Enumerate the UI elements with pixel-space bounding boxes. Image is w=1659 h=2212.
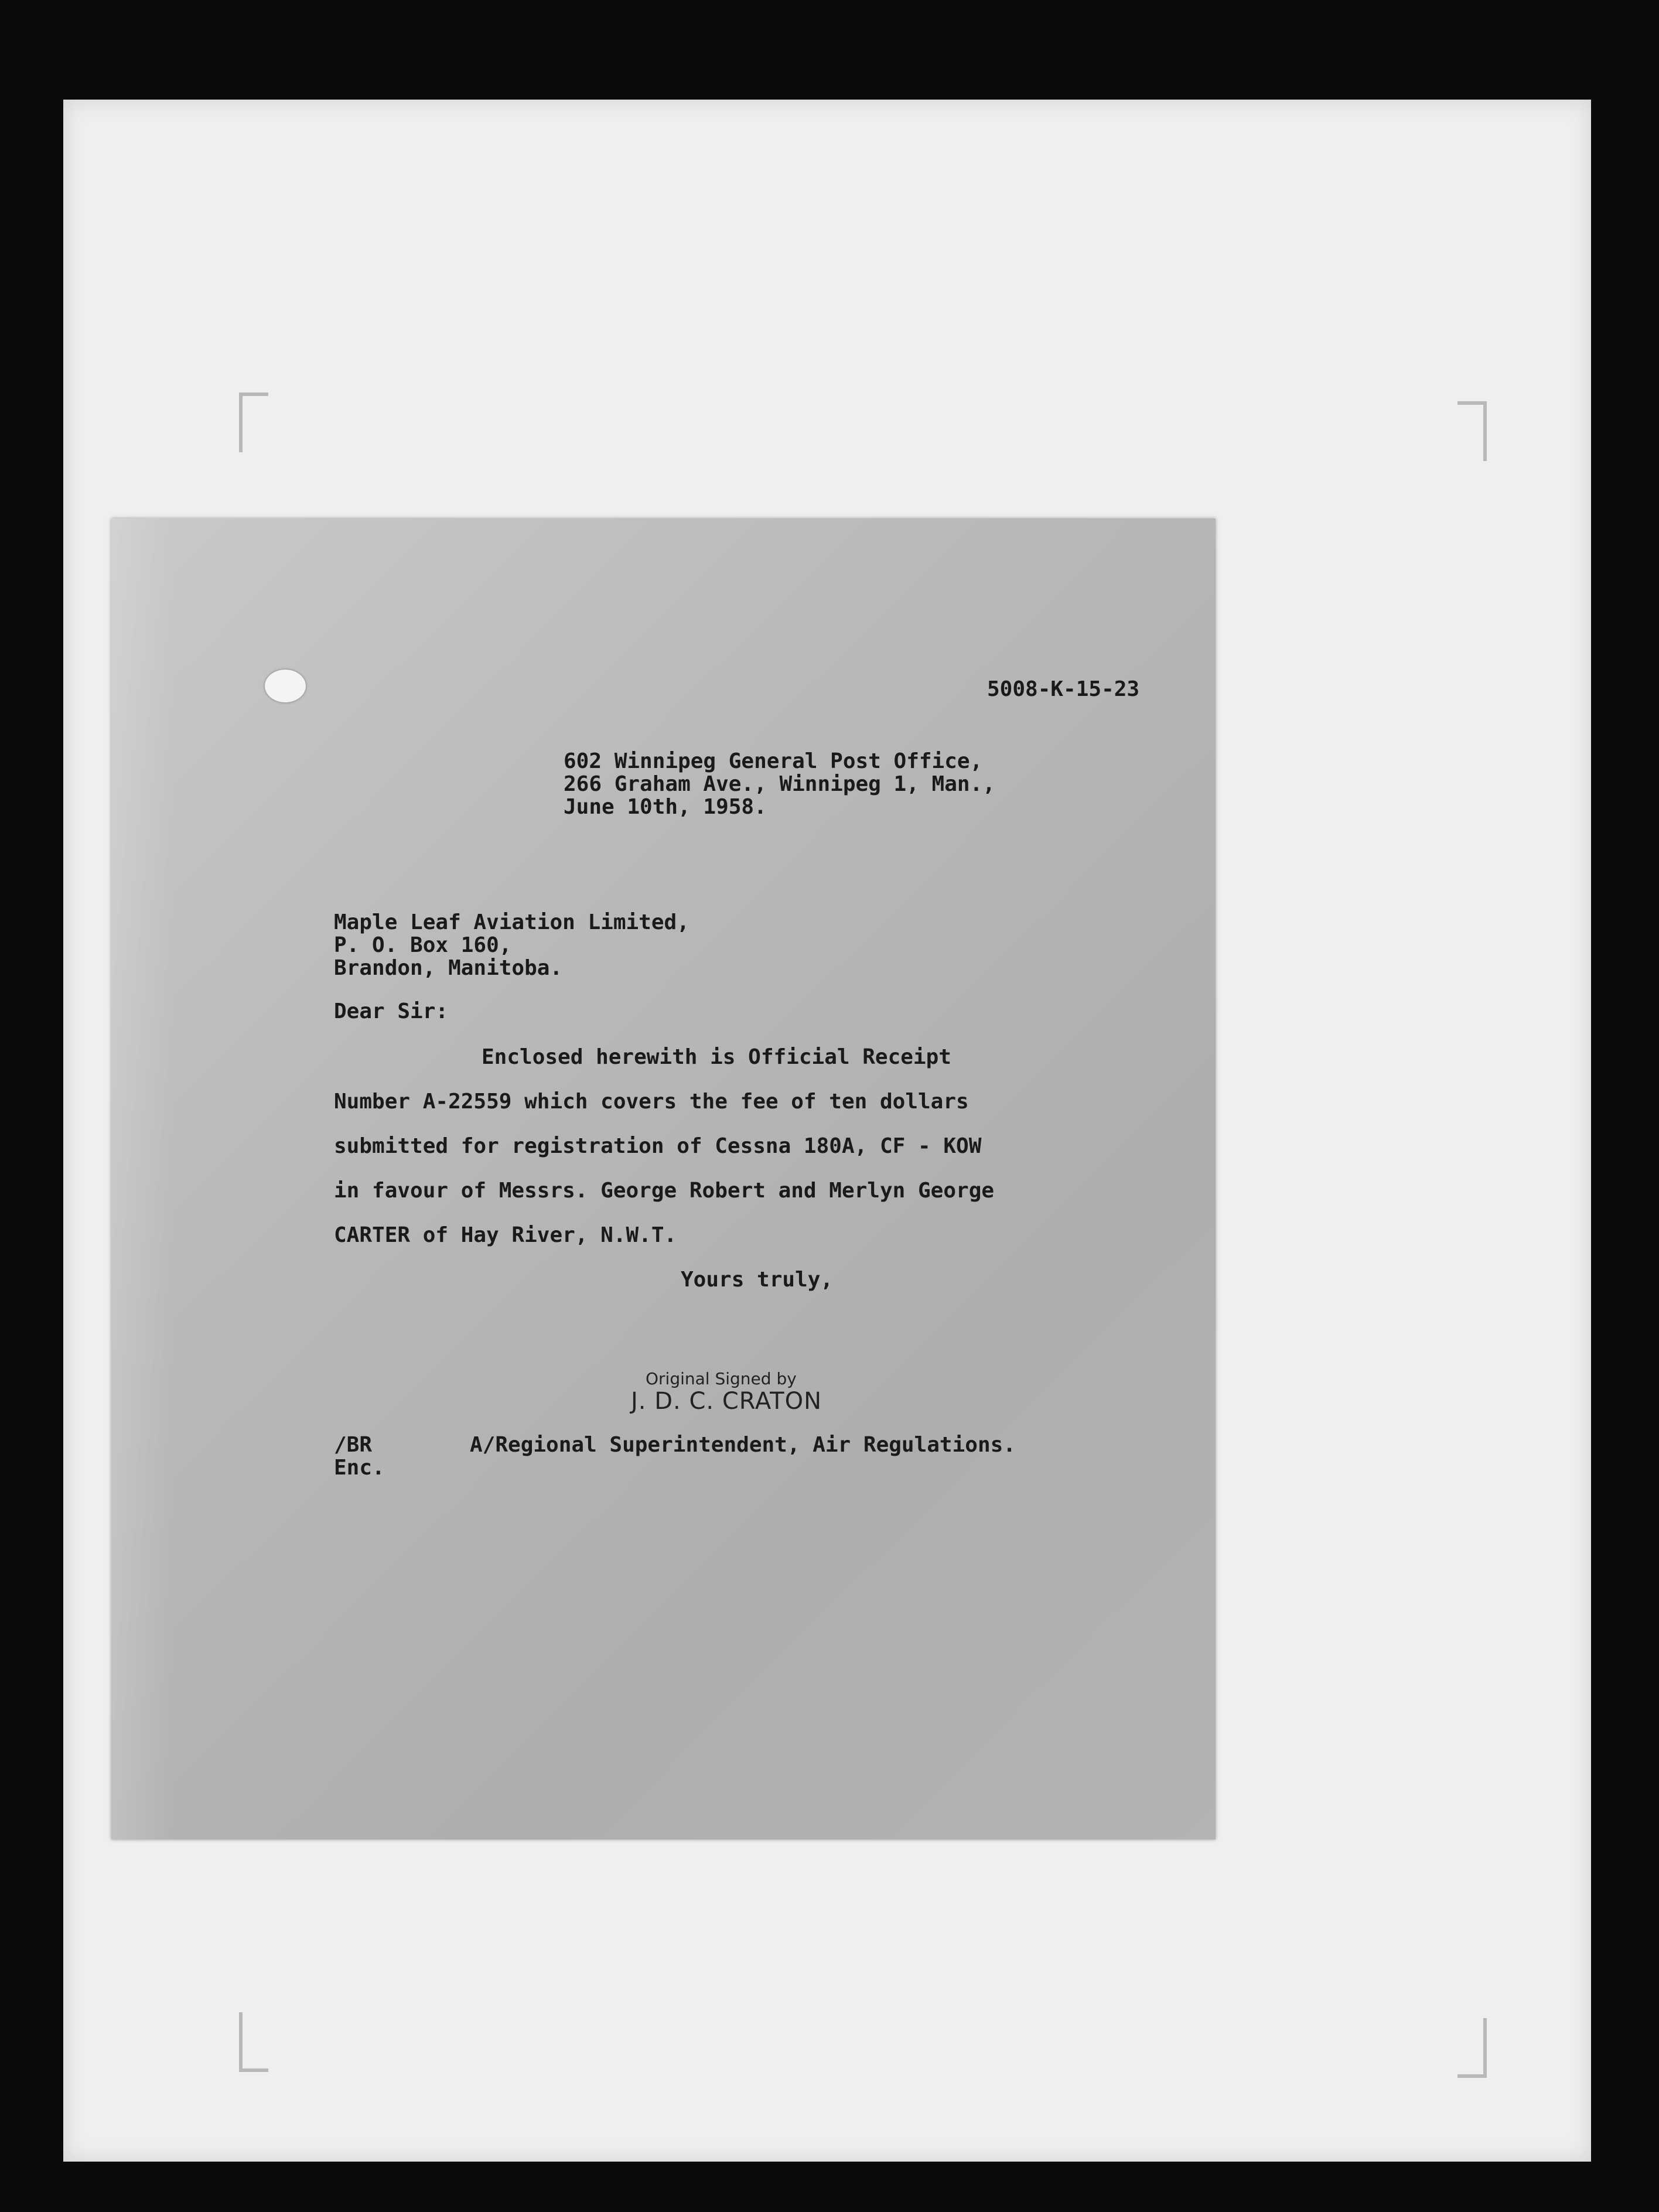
letter-sheet bbox=[111, 518, 1216, 1839]
signature-caption: Original Signed by bbox=[646, 1369, 797, 1388]
signer-title: A/Regional Superintendent, Air Regulations. bbox=[470, 1433, 1016, 1457]
file-reference: 5008-K-15-23 bbox=[987, 677, 1140, 701]
typist-initials: /BR bbox=[334, 1433, 373, 1457]
sender-address-line-2: 266 Graham Ave., Winnipeg 1, Man., bbox=[564, 772, 995, 796]
salutation: Dear Sir: bbox=[334, 999, 449, 1023]
body-line-2: Number A-22559 which covers the fee of ten dollars bbox=[334, 1090, 969, 1114]
crop-mark-bottom-right bbox=[1457, 2018, 1487, 2078]
signature-name: J. D. C. CRATON bbox=[631, 1388, 822, 1415]
enclosure-note: Enc. bbox=[334, 1456, 385, 1480]
sender-address-line-1: 602 Winnipeg General Post Office, bbox=[564, 749, 983, 773]
body-line-5: CARTER of Hay River, N.W.T. bbox=[334, 1223, 677, 1247]
recipient-line-2: P. O. Box 160, bbox=[334, 933, 512, 957]
body-line-3: submitted for registration of Cessna 180A, CF - KOW bbox=[334, 1134, 982, 1158]
recipient-line-3: Brandon, Manitoba. bbox=[334, 956, 563, 980]
closing: Yours truly, bbox=[681, 1268, 834, 1292]
folded-edge bbox=[111, 518, 176, 1839]
crop-mark-top-right bbox=[1457, 401, 1487, 461]
crop-mark-bottom-left bbox=[239, 2012, 268, 2072]
crop-mark-top-left bbox=[239, 392, 268, 452]
body-line-1: Enclosed herewith is Official Receipt bbox=[482, 1045, 951, 1069]
punch-hole bbox=[265, 670, 306, 702]
recipient-line-1: Maple Leaf Aviation Limited, bbox=[334, 910, 689, 934]
letter-date: June 10th, 1958. bbox=[564, 795, 767, 819]
body-line-4: in favour of Messrs. George Robert and Merlyn George bbox=[334, 1179, 995, 1203]
